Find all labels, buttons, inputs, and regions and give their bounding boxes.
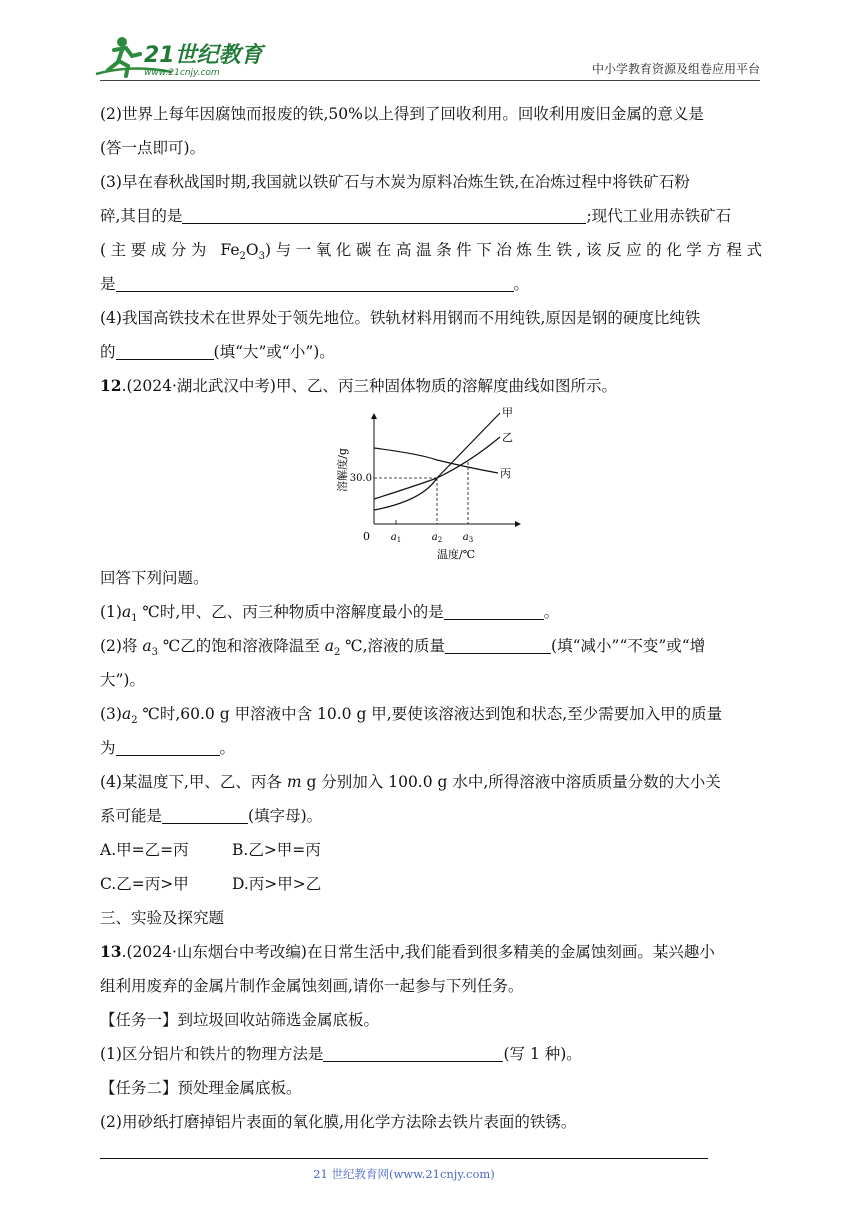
logo [92,34,267,80]
footer-divider [100,1158,708,1159]
section-heading: 三、实验及探究题 [100,909,225,927]
q12-options-row1 [100,840,321,860]
q12-part3-line1: $(3)a_2$ ℃时,60.0 g 甲溶液中含 10.0 g 甲,要使该溶液达到饱和状态,至少需要加入甲的质量 [100,705,723,727]
answer-blank[interactable] [116,343,214,360]
svg-text:a1: $a_1$ [390,532,402,544]
logo-url: www.21cnjy.com [144,68,220,78]
q12-part4-line1: (4)某温度下,甲、乙、丙各 m g 分别加入 100.0 g 水中,所得溶液中溶质质量分数的大小关 [100,773,721,791]
q11-part2-line1: (2)世界上每年因腐蚀而报废的铁,50%以上得到了回收利用。回收利用废旧金属的意义是 [100,105,704,123]
q12-part1: $(1)a_1$ ℃时,甲、乙、丙三种物质中溶解度最小的是 。 [100,603,560,625]
option-d: D.丙>甲>乙 [232,875,322,893]
q12-part3-line2: 为 。 [100,739,236,757]
svg-text:a2: $a_2$ [431,532,443,544]
q11-part3-line2: 碎,其目的是 ;现代工业用赤铁矿石 [100,207,732,225]
q12-part2-line1: (2)将 $a_3$ ℃乙的饱和溶液降温至 $a_2$ ℃,溶液的质量 (填“减小”“不变”或“增 [100,637,706,659]
footer-text: 21 世纪教育网(www.21cnjy.com) [313,1167,495,1181]
origin-label: 0 [363,530,370,543]
answer-blank[interactable] [323,1045,503,1062]
answer-blank[interactable] [182,207,586,224]
platform-label: 中小学教育资源及组卷应用平台 [591,62,760,76]
q11-part2-line2: (答一点即可)。 [100,139,206,157]
option-a: A.甲=乙=丙 [100,841,189,859]
q12-stem: 12.(2024·湖北武汉中考)甲、乙、丙三种固体物质的溶解度曲线如图所示。 [100,376,617,395]
q12-part2-line2: 大”)。 [100,671,145,689]
q12-part4-line2: 系可能是 (填字母)。 [100,807,323,825]
x-tick-label-a2 [432,532,442,544]
y-tick-label: 30.0 [349,473,372,484]
answer-blank[interactable] [116,275,514,292]
q13-stem-line2: 组利用废弃的金属片制作金属蚀刻画,请你一起参与下列任务。 [100,977,524,995]
q13-part1: (1)区分铝片和铁片的物理方法是 (写 1 种)。 [100,1045,582,1063]
y-axis-label: 溶解度/g [336,448,349,492]
answer-blank[interactable] [444,603,544,620]
q13-task1: 【任务一】到垃圾回收站筛选金属底板。 [100,1011,380,1029]
answer-blank[interactable] [162,807,248,824]
header-divider [100,80,760,81]
q13-part2: (2)用砂纸打磨掉铝片表面的氧化膜,用化学方法除去铁片表面的铁锈。 [100,1113,577,1131]
x-axis-label: 温度/℃ [436,548,476,561]
q11-part3-line3: (主要成分为 $Fe_2O_3$)与一氧化碳在高温条件下冶炼生铁,该反应的化学方程式 [100,241,762,263]
series-label-bing: 丙 [500,467,511,480]
q11-part4-line1: (4)我国高铁技术在世界处于领先地位。铁轨材料用钢而不用纯铁,原因是钢的硬度比纯铁 [100,309,701,327]
q11-part3-line4: 是 。 [100,275,530,293]
solubility-chart [330,406,530,568]
x-tick-label-a3 [463,532,473,544]
answer-blank[interactable] [445,637,551,654]
option-c: C.乙=丙>甲 [100,875,189,893]
q11-part3-line1: (3)早在春秋战国时期,我国就以铁矿石与木炭为原料冶炼生铁,在冶炼过程中将铁矿石粉 [100,173,690,191]
q12-options-row2 [100,874,321,894]
logo-text: 21世纪教育 [144,43,263,68]
option-b: B.乙>甲=丙 [232,841,321,859]
x-tick-label-a1 [391,532,401,544]
q13-task2: 【任务二】预处理金属底板。 [100,1079,302,1097]
q13-stem-line1: 13.(2024·山东烟台中考改编)在日常生活中,我们能看到很多精美的金属蚀刻画。某兴趣小 [100,942,715,961]
series-label-yi: 乙 [502,431,513,444]
q11-part4-line2: 的 (填“大”或“小”)。 [100,343,335,361]
curve-bing [374,448,498,473]
series-label-jia: 甲 [502,406,513,419]
q12-intro: 回答下列问题。 [100,569,209,587]
answer-blank[interactable] [116,739,220,756]
svg-text:a3: $a_3$ [462,532,474,544]
